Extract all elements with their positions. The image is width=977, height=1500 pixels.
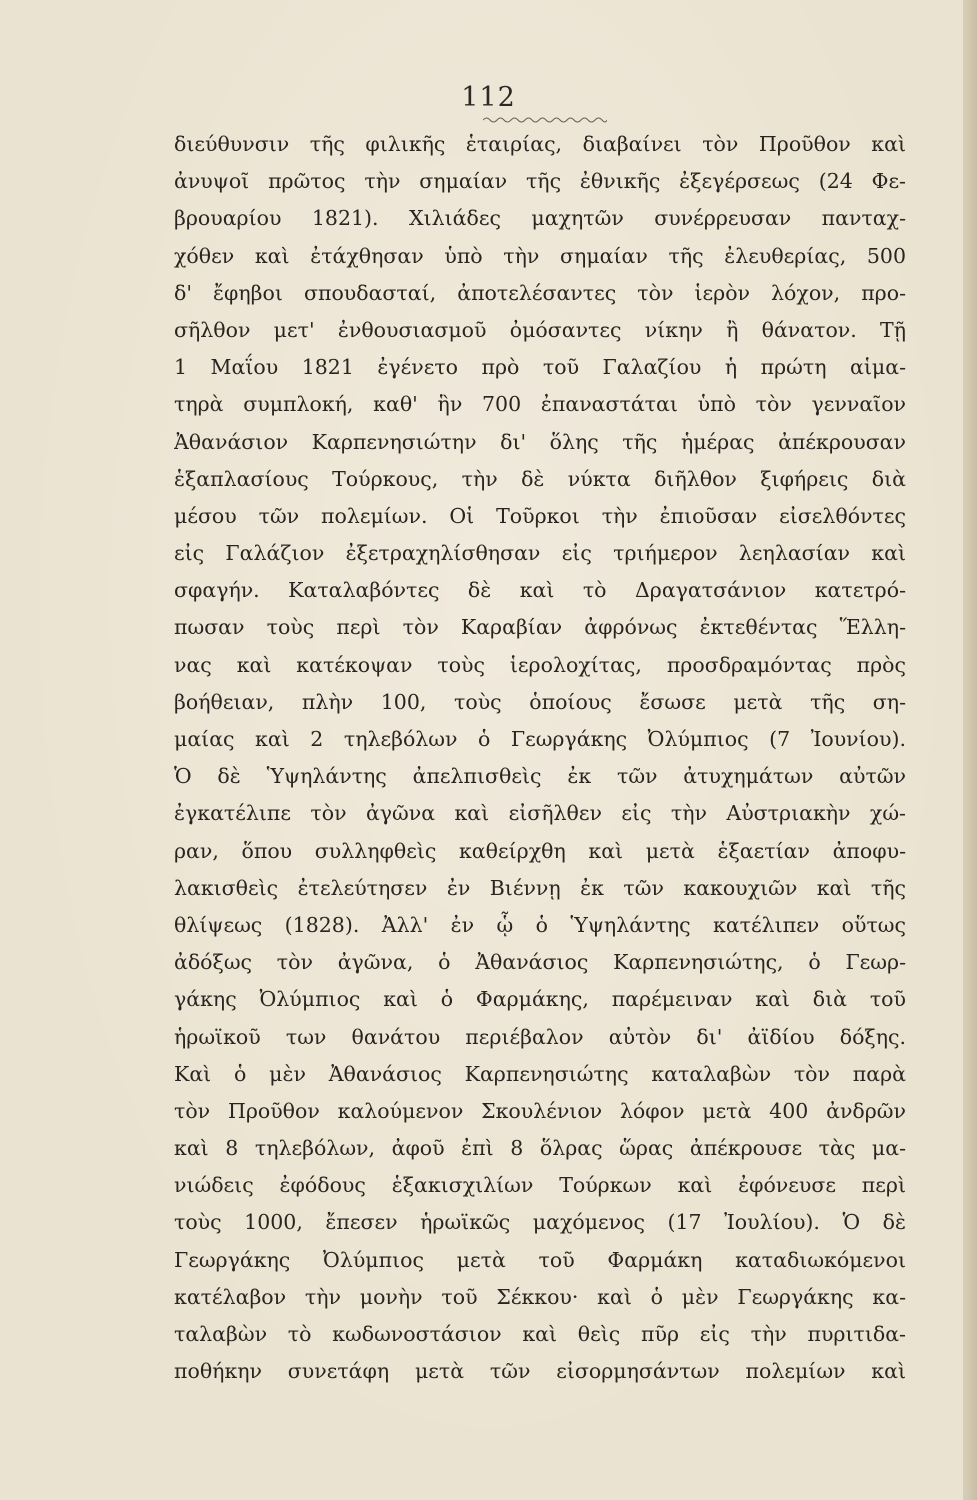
text-line: δ' ἔφηβοι σπουδασταί, ἀποτελέσαντες τὸν ἱερὸν λόχον, προ- xyxy=(174,280,906,305)
text-line: Ὁ δὲ Ὑψηλάντης ἀπελπισθεὶς ἐκ τῶν ἀτυχημάτων αὐτῶν xyxy=(174,764,906,789)
text-line: ραν, ὅπου συλληφθεὶς καθείρχθη καὶ μετὰ ἑξαετίαν ἀποφυ- xyxy=(174,838,906,863)
text-line: σφαγήν. Καταλαβόντες δὲ καὶ τὸ Δραγατσάνιον κατετρό- xyxy=(174,578,906,603)
text-line: ἑξαπλασίους Τούρκους, τὴν δὲ νύκτα διῆλθον ξιφήρεις διὰ xyxy=(174,466,906,491)
text-line: θλίψεως (1828). Ἀλλ' ἐν ᾧ ὁ Ὑψηλάντης κατέλιπεν οὕτως xyxy=(174,912,906,937)
text-line: ποθήκην συνετάφη μετὰ τῶν εἰσορμησάντων πολεμίων καὶ xyxy=(174,1359,906,1384)
body-text xyxy=(174,126,906,1390)
text-line: βοήθειαν, πλὴν 100, τοὺς ὁποίους ἔσωσε μετὰ τῆς ση- xyxy=(174,689,906,714)
text-line: καὶ 8 τηλεβόλων, ἀφοῦ ἐπὶ 8 ὅλρας ὥρας ἀπέκρουσε τὰς μα- xyxy=(174,1136,906,1161)
text-line: πωσαν τοὺς περὶ τὸν Καραβίαν ἀφρόνως ἐκτεθέντας Ἕλλη- xyxy=(174,615,906,640)
text-line: διεύθυνσιν τῆς φιλικῆς ἑταιρίας, διαβαίνει τὸν Προῦθον καὶ xyxy=(174,132,906,156)
text-line: ἀνυψοῖ πρῶτος τὴν σημαίαν τῆς ἐθνικῆς ἐξεγέρσεως (24 Φε- xyxy=(174,169,906,194)
text-line: λακισθεὶς ἐτελεύτησεν ἐν Βιέννῃ ἐκ τῶν κακουχιῶν καὶ τῆς xyxy=(174,875,906,900)
text-line: Καὶ ὁ μὲν Ἀθανάσιος Καρπενησιώτης καταλαβὼν τὸν παρὰ xyxy=(174,1061,906,1086)
text-line: μαίας καὶ 2 τηλεβόλων ὁ Γεωργάκης Ὀλύμπιος (7 Ἰουνίου). xyxy=(174,727,906,751)
text-line: εἰς Γαλάζιον ἐξετραχηλίσθησαν εἰς τριήμερον λεηλασίαν καὶ xyxy=(174,541,906,566)
text-line: 1 Μαΐου 1821 ἐγένετο πρὸ τοῦ Γαλαζίου ἡ πρώτη αἱμα- xyxy=(174,355,906,380)
text-line: τοὺς 1000, ἔπεσεν ἡρωϊκῶς μαχόμενος (17 Ἰουλίου). Ὁ δὲ xyxy=(174,1210,906,1235)
text-line: χόθεν καὶ ἐτάχθησαν ὑπὸ τὴν σημαίαν τῆς ἐλευθερίας, 500 xyxy=(174,243,906,268)
text-line: Ἀθανάσιον Καρπενησιώτην δι' ὅλης τῆς ἡμέρας ἀπέκρουσαν xyxy=(174,429,906,454)
text-line: νιώδεις ἐφόδους ἑξακισχιλίων Τούρκων καὶ ἐφόνευσε περὶ xyxy=(174,1173,906,1198)
page-edge xyxy=(963,0,977,1500)
text-line: τηρὰ συμπλοκή, καθ' ἣν 700 ἐπαναστάται ὑπὸ τὸν γενναῖον xyxy=(174,392,906,417)
text-line: νας καὶ κατέκοψαν τοὺς ἱερολοχίτας, προσδραμόντας πρὸς xyxy=(174,652,906,677)
text-line: σῆλθον μετ' ἐνθουσιασμοῦ ὀμόσαντες νίκην ἢ θάνατον. Τῇ xyxy=(174,317,906,342)
page-number: 112 xyxy=(461,82,516,113)
text-line: ἡρωϊκοῦ των θανάτου περιέβαλον αὐτὸν δι' ἀϊδίου δόξης. xyxy=(174,1024,906,1049)
wavy-ornament xyxy=(483,116,607,124)
text-line: ταλαβὼν τὸ κωδωνοστάσιον καὶ θεὶς πῦρ εἰς τὴν πυριτιδα- xyxy=(174,1322,906,1346)
text-line: γάκης Ὀλύμπιος καὶ ὁ Φαρμάκης, παρέμειναν καὶ διὰ τοῦ xyxy=(174,987,906,1012)
text-line: βρουαρίου 1821). Χιλιάδες μαχητῶν συνέρρευσαν πανταχ- xyxy=(174,206,906,231)
text-line: κατέλαβον τὴν μονὴν τοῦ Σέκκου· καὶ ὁ μὲν Γεωργάκης κα- xyxy=(174,1284,906,1309)
text-line: Γεωργάκης Ὀλύμπιος μετὰ τοῦ Φαρμάκη καταδιωκόμενοι xyxy=(174,1247,906,1272)
text-line: τὸν Προῦθον καλούμενον Σκουλένιον λόφον μετὰ 400 ἀνδρῶν xyxy=(174,1098,906,1123)
text-line: μέσου τῶν πολεμίων. Οἱ Τοῦρκοι τὴν ἐπιοῦσαν εἰσελθόντες xyxy=(174,503,906,528)
text-line: ἐγκατέλιπε τὸν ἀγῶνα καὶ εἰσῆλθεν εἰς τὴν Αὐστριακὴν χώ- xyxy=(174,801,906,826)
text-line: ἀδόξως τὸν ἀγῶνα, ὁ Ἀθανάσιος Καρπενησιώτης, ὁ Γεωρ- xyxy=(174,950,906,975)
